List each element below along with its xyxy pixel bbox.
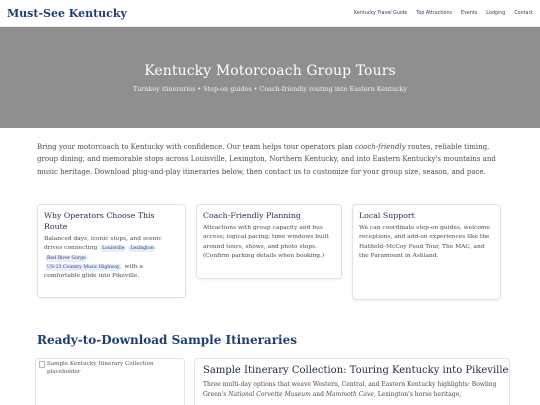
- chip-us23: US-23 Country Music Highway: [47, 264, 120, 270]
- desc-emphasis-corvette: National Corvette Museum: [228, 391, 311, 398]
- desc-end: , Lexington's horse heritage,: [373, 391, 462, 398]
- card-text: We can coordinate step-on guides, welcome receptions, and add-on experiences like the Hatfield–McCoy Feud Tour, The MAC, and the Paramount in Ashland.: [359, 225, 490, 259]
- card-coach-friendly-planning: [196, 204, 342, 279]
- main-nav: [354, 11, 533, 16]
- hero-banner: [0, 27, 540, 128]
- hero-subtitle: Turnkey itineraries • Step-on guides • Coach-friendly routing into Eastern Kentucky: [132, 84, 408, 93]
- nav-link-lodging[interactable]: Lodging: [486, 10, 506, 16]
- card-title: Coach-Friendly Planning: [203, 211, 301, 220]
- image-alt-text: [36, 359, 184, 377]
- nav-link-events[interactable]: Events: [461, 10, 478, 16]
- nav-link-contact[interactable]: Contact: [514, 10, 533, 16]
- card-title: Local Support: [359, 211, 415, 220]
- chip-lexington: Lexington: [130, 246, 154, 252]
- hero-title: Kentucky Motorcoach Group Tours: [144, 62, 396, 79]
- collection-description: [203, 380, 501, 400]
- image-alt-label: Sample Kentucky Itinerary Collection placeholder: [47, 361, 154, 375]
- top-navbar: [0, 0, 540, 27]
- collection-title[interactable]: Sample Itinerary Collection: Touring Kentucky into Pikeville: [203, 365, 509, 376]
- intro-paragraph: [37, 141, 505, 178]
- card-local-support: [352, 204, 501, 300]
- chip-louisville: Louisville: [102, 246, 125, 252]
- chip-red-river-gorge: Red River Gorge: [47, 255, 86, 261]
- desc-emphasis-mammoth: Mammoth Cave: [325, 391, 374, 398]
- site-brand-logo[interactable]: Must-See Kentucky: [7, 6, 127, 20]
- feature-cards: [37, 204, 503, 300]
- card-title: Why Operators Choose This Route: [44, 211, 155, 231]
- desc-start: Three multi-day options that weave Western, Central, and Eastern Kentucky highlights: Bowling Green's: [203, 381, 497, 398]
- intro-text-end: routes, reliable timing, group dining, and memorable stops across Louisville, Lexington, Northern Kentucky, and into Eastern Kentucky's mountains and music heritage. Download plug-and-play itineraries below, then contact us to customize for your group size, season, and pace.: [37, 143, 496, 176]
- card-text: Attractions with group capacity and bus access; logical pacing; time windows built around tours, shows, and photo stops. (Confirm parking details when booking.): [203, 225, 329, 259]
- itinerary-collection-card: [194, 358, 510, 405]
- itineraries-section-title: Ready-to-Download Sample Itineraries: [37, 333, 297, 347]
- nav-link-top-attractions[interactable]: Top Attractions: [416, 10, 453, 16]
- intro-text-start: Bring your motorcoach to Kentucky with confidence. Our team helps tour operators plan: [37, 143, 356, 151]
- card-text: Balanced days, iconic stops, and scenic drives connecting: [44, 236, 162, 252]
- card-why-operators: [37, 204, 186, 298]
- card-body: [44, 235, 179, 281]
- nav-link-travel-guide[interactable]: Kentucky Travel Guide: [353, 10, 408, 16]
- card-text-end: with a comfortable glide into Pikeville.: [44, 263, 143, 280]
- intro-emphasis: coach-friendly: [355, 143, 406, 151]
- desc-mid: and: [310, 391, 326, 398]
- broken-image-icon: [39, 361, 45, 368]
- itinerary-image-placeholder: [35, 358, 185, 405]
